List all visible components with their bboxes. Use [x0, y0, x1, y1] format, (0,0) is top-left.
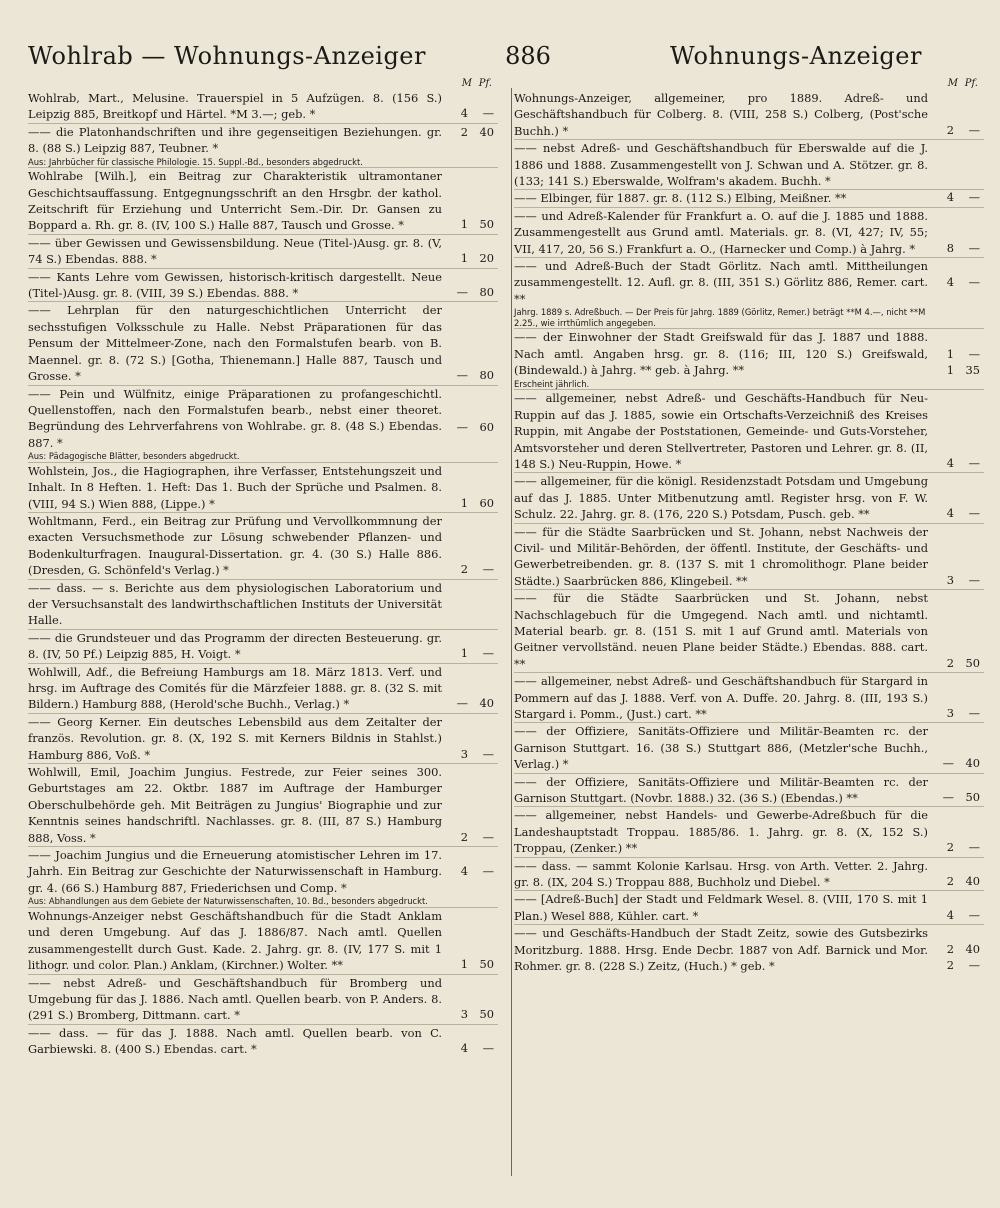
entry-text: Wohlwill, Adf., die Befreiung Hamburgs am 18. März 1813. Verf. und hrsg. im Auftrage des Comités für die Märzfeier 1888. gr. 8. (32 S. mit Bildern.) Hamburg 888, (Herold'sche Buchh., Verlag.) * — [28, 664, 442, 712]
price-pfennig: 60 — [479, 419, 494, 434]
entry-text: —— [Adreß-Buch] der Stadt und Feldmark Wesel. 8. (VIII, 170 S. mit 1 Plan.) Wesel 888, Kühler. cart. * — [514, 892, 928, 923]
entry-text: —— Kants Lehre vom Gewissen, historisch-kritisch dargestellt. Neue (Titel-)Ausg. gr. 8. (VIII, 39 S.) Ebendas. 888. * — [28, 269, 442, 301]
header-right-running-title: Wohnungs-Anzeiger — [670, 42, 922, 70]
price-pfennig: — — [482, 746, 494, 761]
entry-note: Aus: Abhandlungen aus dem Gebiete der Naturwissenschaften, 10. Bd., besonders abgedruckt. — [28, 896, 428, 907]
entry-text: Wohlrab, Mart., Melusine. Trauerspiel in 5 Aufzügen. 8. (156 S.) Leipzig 885, Breitkopf und Härtel. *M 3.—; geb. * — [28, 91, 442, 122]
entry-text: —— für die Städte Saarbrücken und St. Johann, nebst Nachweis der Civil- und Militär-Behörden, der öffentl. Institute, der Geschäfts- und Gewerbetreibenden. gr. 8. (137 S. mit 1 chromolithogr. Plane beider Städte.) Saarbrücken 886, Klingebeil. ** — [514, 524, 928, 588]
price-pfennig: 80 — [479, 368, 494, 383]
price-mark: 2 — [946, 958, 954, 973]
catalog-entry — [514, 189, 984, 206]
price-mark: 3 — [946, 706, 954, 720]
price-line — [928, 958, 984, 974]
price-line — [928, 942, 984, 958]
column-divider — [511, 88, 512, 1176]
price-mark: 2 — [460, 562, 468, 577]
price-mark: 1 — [460, 217, 468, 232]
price-mark: 4 — [946, 506, 954, 521]
price-pfennig: — — [968, 122, 980, 137]
price-mark: 3 — [946, 572, 954, 587]
pfennig-label: Pf. — [478, 78, 492, 89]
catalog-entry — [28, 123, 498, 167]
price-pfennig: — — [482, 646, 494, 661]
entry-note: Jahrg. 1889 s. Adreßbuch. — Der Preis für Jahrg. 1889 (Görlitz, Remer.) beträgt **M 4.—, nicht **M 2.25., wie irrthümlich angegeben. — [514, 307, 926, 328]
catalog-entry — [28, 512, 498, 579]
catalog-entry — [28, 167, 498, 234]
price-mark: 4 — [460, 106, 468, 121]
price-mark: — — [942, 756, 954, 771]
entry-text: —— allgemeiner, für die königl. Residenzstadt Potsdam und Umgebung auf das J. 1885. Unter Mitbenutzung amtl. Register hrsg. von F. W. Schulz. 22. Jahrg. gr. 8. (176, 220 S.) Potsdam, Pusch. geb. ** — [514, 474, 928, 522]
price-mark: 4 — [946, 275, 954, 290]
page-header — [28, 42, 978, 76]
left-column — [28, 76, 498, 1058]
pfennig-label: Pf. — [964, 78, 978, 89]
entry-note: Erscheint jährlich. — [514, 378, 590, 389]
catalog-entry — [514, 472, 984, 522]
catalog-entry — [514, 207, 984, 257]
entry-text: Wohltmann, Ferd., ein Beitrag zur Prüfung und Vervollkommnung der exacten Versuchsmethode zur Lösung schwebender Pflanzen- und Bodenkulturfragen. Inaugural-Dissertation. gr. 4. (30 S.) Halle 886. (Dresden, G. Schönfeld's Verlag.) * — [28, 513, 442, 578]
price-mark: — — [456, 285, 468, 300]
price-mark: 4 — [946, 907, 954, 922]
price-pfennig: — — [968, 958, 980, 973]
price-mark: 1 — [460, 957, 468, 972]
price-pfennig: — — [482, 829, 494, 844]
price-mark: 2 — [946, 655, 954, 670]
price-pfennig: 40 — [479, 125, 494, 139]
entry-text: —— dass. — s. Berichte aus dem physiologischen Laboratorium und der Versuchsanstalt des landwirthschaftlichen Instituts der Universität Halle. — [28, 580, 442, 628]
entry-text: —— nebst Adreß- und Geschäftshandbuch für Eberswalde auf die J. 1886 und 1888. Zusammengestellt von J. Schwan und A. Stötzer. gr. 8. (133; 141 S.) Eberswalde, Wolfram's akadem. Buchh. * — [514, 141, 928, 189]
catalog-entry — [514, 890, 984, 924]
entry-text: Wohnungs-Anzeiger, allgemeiner, pro 1889. Adreß- und Geschäftshandbuch für Colberg. 8. (VIII, 258 S.) Colberg, (Post'sche Buchh.) * — [514, 91, 928, 138]
entry-text: —— und Adreß-Kalender für Frankfurt a. O. auf die J. 1885 und 1888. Zusammengestellt aus Grund amtl. Materials. gr. 8. (VI, 427; IV, 55; VII, 417, 20, 56 S.) Frankfurt a. O., (Harnecker und Comp.) à Jahrg. * — [514, 208, 928, 256]
catalog-entry — [514, 722, 984, 772]
price-line — [928, 346, 984, 362]
entry-text: —— allgemeiner, nebst Adreß- und Geschäftshandbuch für Stargard in Pommern auf das J. 1888. Verf. von A. Duffe. 20. Jahrg. 8. (III, 193 S.) Stargard i. Pomm., (Just.) cart. ** — [514, 674, 928, 721]
catalog-entry — [514, 257, 984, 328]
price-pfennig: — — [968, 275, 980, 290]
price-pfennig: — — [968, 706, 980, 720]
price-mark: — — [456, 696, 468, 711]
catalog-entry — [28, 713, 498, 763]
price-pfennig: 60 — [479, 495, 494, 510]
entry-text: Wohnungs-Anzeiger nebst Geschäftshandbuch für die Stadt Anklam und deren Umgebung. Auf das J. 1886/87. Nach amtl. Quellen zusammengestellt durch Gust. Kade. 2. Jahrg. gr. 8. (IV, 177 S. mit 1 lithogr. und color. Plan.) Anklam, (Kirchner.) Wolter. ** — [28, 908, 442, 973]
price-mark: 1 — [460, 251, 468, 266]
catalog-entry — [514, 139, 984, 189]
entry-text: —— der Offiziere, Sanitäts-Offiziere und Militär-Beamten rc. der Garnison Stuttgart. (Novbr. 1888.) 32. (36 S.) (Ebendas.) ** — [514, 774, 928, 806]
catalog-entry — [28, 301, 498, 384]
price-pfennig: — — [968, 455, 980, 470]
entry-text: —— Pein und Wülfnitz, einige Präparationen zu profangeschichtl. Quellenstoffen, nach den Formalstufen bearb., nebst einer theoret. Begründung des Lehrverfahrens von Wohlrabe. gr. 8. (48 S.) Ebendas. 887. * — [28, 386, 442, 450]
price-mark: 4 — [460, 864, 468, 879]
entry-text: —— nebst Adreß- und Geschäftshandbuch für Bromberg und Umgebung für das J. 1886. Nach amtl. Quellen bearb. von P. Anders. 8. (291 S.) Bromberg, Dittmann. cart. * — [28, 975, 442, 1023]
price-mark: 8 — [946, 240, 954, 255]
catalog-entry — [514, 589, 984, 672]
catalog-entry — [28, 462, 498, 512]
catalog-entry — [514, 672, 984, 722]
catalog-entry — [28, 234, 498, 268]
right-column — [514, 76, 984, 975]
price-header — [28, 76, 498, 90]
catalog-entry — [514, 389, 984, 472]
catalog-entry — [514, 328, 984, 389]
catalog-entry — [514, 90, 984, 139]
price-pfennig: 20 — [479, 251, 494, 266]
entry-price — [928, 942, 984, 974]
mark-label: M — [461, 78, 472, 89]
price-mark: 3 — [460, 1007, 468, 1022]
entry-text: —— dass. — für das J. 1888. Nach amtl. Quellen bearb. von C. Garbiewski. 8. (400 S.) Ebendas. cart. * — [28, 1025, 442, 1057]
price-pfennig: 80 — [479, 285, 494, 300]
price-pfennig: — — [482, 1041, 494, 1056]
price-mark: 4 — [946, 455, 954, 470]
entry-text: —— Georg Kerner. Ein deutsches Lebensbild aus dem Zeitalter der französ. Revolution. gr. 8. (X, 192 S. mit Kerners Bildnis in Stahlst.) Hamburg 886, Voß. * — [28, 714, 442, 762]
price-mark: 1 — [460, 495, 468, 510]
price-mark: 3 — [460, 746, 468, 761]
entry-note: Aus: Jahrbücher für classische Philologie. 15. Suppl.-Bd., besonders abgedruckt. — [28, 156, 363, 167]
entry-text: —— allgemeiner, nebst Handels- und Gewerbe-Adreßbuch für die Landeshauptstadt Troppau. 1885/86. 1. Jahrg. gr. 8. (X, 152 S.) Troppau, (Zenker.) ** — [514, 808, 928, 856]
price-pfennig: 50 — [965, 655, 980, 670]
price-mark: 2 — [946, 122, 954, 137]
catalog-entry — [28, 579, 498, 629]
catalog-entry — [28, 90, 498, 123]
entry-text: Wohlrabe [Wilh.], ein Beitrag zur Charakteristik ultramontaner Geschichtsauffassung. Entgegnungsschrift an den Hrsgbr. der kathol. Zeitschrift für Erziehung und Unterricht Sem.-Dir. Dr. Gansen zu Boppard a. Rh. gr. 8. (IV, 100 S.) Halle 887, Tausch und Grosse. * — [28, 169, 442, 233]
entry-text: —— und Adreß-Buch der Stadt Görlitz. Nach amtl. Mittheilungen zusammengestellt. 12. Aufl. gr. 8. (III, 351 S.) Görlitz 886, Remer. cart. ** — [514, 259, 928, 306]
price-mark: 4 — [946, 190, 954, 205]
price-pfennig: — — [968, 907, 980, 922]
price-mark: 4 — [460, 1041, 468, 1056]
price-mark: 2 — [946, 840, 954, 855]
catalog-entry — [28, 385, 498, 462]
price-mark: — — [942, 790, 954, 805]
price-pfennig: — — [968, 190, 980, 205]
catalog-entry — [514, 523, 984, 590]
entry-text: —— für die Städte Saarbrücken und St. Johann, nebst Nachschlagebuch für die Umgegend. Nach amtl. und nichtamtl. Material bearb. gr. 8. (151 S. mit 1 auf Grund amtl. Materials von Geitner vervollständ. neuen Plane beider Städte.) Ebendas. 888. cart. ** — [514, 591, 928, 671]
price-mark: 1 — [460, 646, 468, 661]
price-mark: 2 — [460, 829, 468, 844]
price-pfennig: — — [968, 572, 980, 587]
mark-label: M — [947, 78, 958, 89]
entry-text: —— Joachim Jungius und die Erneuerung atomistischer Lehren im 17. Jahrh. Ein Beitrag zur Geschichte der Naturwissenschaft in Hamburg. gr. 4. (66 S.) Hamburg 887, Friederichsen und Comp. * — [28, 848, 442, 895]
price-pfennig: — — [482, 106, 494, 121]
entry-text: —— die Grundsteuer und das Programm der directen Besteuerung. gr. 8. (IV, 50 Pf.) Leipzig 885, H. Voigt. * — [28, 630, 442, 662]
price-pfennig: — — [968, 347, 980, 362]
price-pfennig: — — [482, 562, 494, 577]
catalog-entry — [28, 268, 498, 302]
catalog-entry — [514, 773, 984, 807]
catalog-entry — [28, 974, 498, 1024]
page-number: 886 — [505, 42, 551, 70]
price-pfennig: 40 — [965, 942, 980, 957]
catalog-entry — [28, 1024, 498, 1058]
entry-text: —— die Platonhandschriften und ihre gegenseitigen Beziehungen. gr. 8. (88 S.) Leipzig 887, Teubner. * — [28, 124, 442, 156]
price-pfennig: — — [968, 506, 980, 521]
entry-text: Wohlstein, Jos., die Hagiographen, ihre Verfasser, Entstehungszeit und Inhalt. In 8 Heften. 1. Heft: Das 1. Buch der Sprüche und Psalmen. 8. (VIII, 94 S.) Wien 888, (Lippe.) * — [28, 463, 442, 511]
price-mark: — — [456, 419, 468, 434]
price-line — [928, 362, 984, 378]
catalog-entry — [514, 806, 984, 856]
catalog-entry — [514, 857, 984, 891]
price-pfennig: 40 — [965, 874, 980, 889]
catalog-entry — [28, 629, 498, 663]
price-header — [514, 76, 984, 90]
price-mark: — — [456, 368, 468, 383]
catalog-entry — [28, 763, 498, 846]
catalog-entry — [514, 924, 984, 974]
entry-text: —— und Geschäfts-Handbuch der Stadt Zeitz, sowie des Gutsbezirks Moritzburg. 1888. Hrsg. Ende Decbr. 1887 von Adf. Barnick und Mor. Rohmer. gr. 8. (228 S.) Zeitz, (Huch.) * geb. * — [514, 926, 928, 974]
entry-price — [928, 346, 984, 378]
entry-note: Aus: Pädagogische Blätter, besonders abgedruckt. — [28, 451, 240, 462]
price-pfennig: 35 — [965, 363, 980, 378]
entry-text: —— dass. — sammt Kolonie Karlsau. Hrsg. von Arth. Vetter. 2. Jahrg. gr. 8. (IX, 204 S.) Troppau 888, Buchholz und Diebel. * — [514, 858, 928, 890]
catalog-entry — [28, 907, 498, 974]
entry-text: —— allgemeiner, nebst Adreß- und Geschäfts-Handbuch für Neu-Ruppin auf das J. 1885, sowie ein Ortschafts-Verzeichniß des Kreises Ruppin, mit Angabe der Poststationen, Gemeinde- und Guts-Vorsteher, Amtsvorsteher und deren Stellvertreter, Pastoren und Lehrer. gr. 8. (II, 148 S.) Neu-Ruppin, Howe. * — [514, 391, 928, 471]
entry-text: —— über Gewissen und Gewissensbildung. Neue (Titel-)Ausg. gr. 8. (V, 74 S.) Ebendas. 888. * — [28, 235, 442, 267]
price-mark: 1 — [946, 363, 954, 378]
price-pfennig: — — [968, 840, 980, 855]
price-pfennig: 50 — [479, 217, 494, 232]
price-pfennig: — — [482, 864, 494, 879]
catalog-entry — [28, 663, 498, 713]
entry-text: —— der Offiziere, Sanitäts-Offiziere und Militär-Beamten rc. der Garnison Stuttgart. 16. (38 S.) Stuttgart 886, (Metzler'sche Buchh., Verlag.) * — [514, 724, 928, 772]
price-pfennig: 40 — [965, 756, 980, 771]
entry-text: Wohlwill, Emil, Joachim Jungius. Festrede, zur Feier seines 300. Geburtstages am 22. Oktbr. 1887 im Auftrage der Hamburger Oberschulbehörde geh. Mit Beiträgen zu Jungius' Biographie und zur Kenntnis seines handschriftl. Nachlasses. gr. 8. (III, 87 S.) Hamburg 888, Voss. * — [28, 765, 442, 845]
entry-text: —— Elbinger, für 1887. gr. 8. (112 S.) Elbing, Meißner. ** — [514, 191, 847, 206]
price-mark: 2 — [946, 942, 954, 957]
price-mark: 2 — [946, 874, 954, 889]
header-left-running-title: Wohlrab — Wohnungs-Anzeiger — [28, 42, 426, 70]
price-pfennig: 50 — [479, 957, 494, 972]
price-mark: 1 — [946, 347, 954, 362]
entry-text: —— Lehrplan für den naturgeschichtlichen Unterricht der sechsstufigen Volksschule zu Halle. Nebst Präparationen für das Pensum der Mittelmeer-Zone, nach den Formalstufen bearb. von B. Maennel. gr. 8. (72 S.) [Gotha, Thienemann.] Halle 887, Tausch und Grosse. * — [28, 303, 442, 384]
price-pfennig: — — [968, 240, 980, 255]
price-pfennig: 50 — [965, 790, 980, 805]
price-pfennig: 40 — [479, 696, 494, 711]
price-pfennig: 50 — [479, 1007, 494, 1022]
price-mark: 2 — [460, 125, 468, 139]
entry-text: —— der Einwohner der Stadt Greifswald für das J. 1887 und 1888. Nach amtl. Angaben hrsg. gr. 8. (116; III, 120 S.) Greifswald, (Bindewald.) à Jahrg. ** geb. à Jahrg. ** — [514, 330, 928, 378]
catalog-entry — [28, 846, 498, 907]
